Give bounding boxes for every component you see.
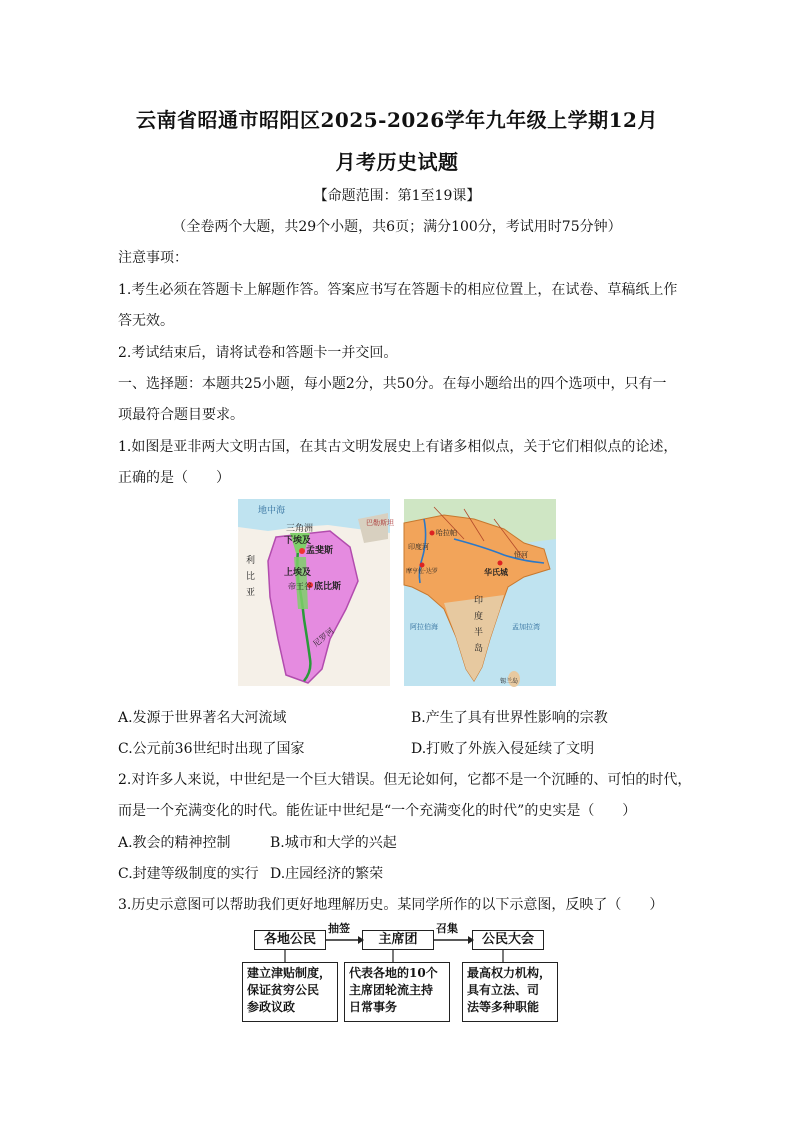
q2-option-d: D.庄园经济的繁荣 <box>270 866 384 882</box>
q2-stem-line2: 而是一个充满变化的时代。能佐证中世纪是“一个充满变化的时代”的史实是（ ） <box>118 803 637 819</box>
indus-label: 印度河 <box>408 543 429 551</box>
q3-stem-line1: 3.历史示意图可以帮助我们更好地理解历史。某同学所作的以下示意图，反映了（ ） <box>118 897 664 913</box>
memphis-label: 孟斐斯 <box>306 546 334 556</box>
q2-option-a: A.教会的精神控制 <box>118 835 231 851</box>
libya-label-2: 比 <box>246 572 256 582</box>
presidium-desc-line3: 日常事务 <box>349 1000 398 1014</box>
assembly-desc-line2: 具有立法、司 <box>467 983 540 997</box>
lanka-label: 锡兰岛 <box>500 678 519 685</box>
notice-1-line1: 1.考生必须在答题卡上解题作答。答案应书写在答题卡的相应位置上，在试卷、草稿纸上作 <box>118 282 678 298</box>
palestine-label: 巴勒斯坦 <box>366 519 394 527</box>
page-title-line1: 云南省昭通市昭阳区2025-2026学年九年级上学期12月 <box>136 108 658 132</box>
lower-egypt-label: 下埃及 <box>284 536 312 546</box>
citizens-box: 各地公民 <box>254 930 326 950</box>
scope-note: 【命题范围：第1至19课】 <box>313 188 481 204</box>
q3-diagram <box>240 922 558 1022</box>
section1-line1: 一、选择题：本题共25小题，每小题2分，共50分。在每小题给出的四个选项中，只有一 <box>118 376 667 392</box>
presidium-desc-box <box>344 962 450 1022</box>
libya-label-1: 利 <box>246 556 256 566</box>
q1-option-b: B.产生了具有世界性影响的宗教 <box>411 710 608 726</box>
section1-line2: 项最符合题目要求。 <box>118 407 244 423</box>
india-map <box>404 499 556 686</box>
india-label-1: 印 <box>474 596 484 606</box>
india-label-2: 度 <box>474 612 484 622</box>
citizens-desc-line1: 建立津贴制度， <box>247 966 332 980</box>
exam-info: （全卷两个大题，共29个小题，共6页；满分100分，考试用时75分钟） <box>172 219 622 235</box>
presidium-desc-line2: 主席团轮流主持 <box>349 983 434 997</box>
mohenjo-label: 摩亨佐·达罗 <box>406 568 438 575</box>
ganges-label: 恒河 <box>514 551 528 559</box>
q1-stem-line1: 1.如图是亚非两大文明古国，在其古文明发展史上有诸多相似点，关于它们相似点的论述， <box>118 439 678 455</box>
egypt-map-svg <box>238 499 394 686</box>
q2-option-c: C.封建等级制度的实行 <box>118 866 259 882</box>
notice-2: 2.考试结束后，请将试卷和答题卡一并交回。 <box>118 345 398 361</box>
q1-stem-line2: 正确的是（ ） <box>118 470 230 486</box>
citizens-desc-line3: 参政议政 <box>247 1000 296 1014</box>
arabian-sea-label: 阿拉伯海 <box>410 623 438 631</box>
upper-egypt-label: 上埃及 <box>284 568 312 578</box>
huashi-marker <box>498 561 503 566</box>
arrow-2-label: 召集 <box>436 922 458 935</box>
assembly-desc-line1: 最高权力机构， <box>467 966 552 980</box>
notice-1-line2: 答无效。 <box>118 313 174 329</box>
india-label-3: 半 <box>474 628 484 638</box>
presidium-box: 主席团 <box>362 930 434 950</box>
assembly-box: 公民大会 <box>472 930 544 950</box>
citizens-desc-line2: 保证贫穷公民 <box>247 983 320 997</box>
q1-option-d: D.打败了外族入侵延续了文明 <box>411 741 595 757</box>
nile-label: 尼罗河 <box>311 626 336 649</box>
q2-option-b: B.城市和大学的兴起 <box>270 835 397 851</box>
harappa-label: 哈拉帕 <box>436 529 457 537</box>
assembly-desc-line3: 法等多种职能 <box>467 1000 540 1014</box>
india-label-4: 岛 <box>474 644 484 654</box>
thebes-label: 底比斯 <box>314 582 342 592</box>
q1-option-c: C.公元前36世纪时出现了国家 <box>118 741 305 757</box>
libya-label-3: 亚 <box>246 588 256 598</box>
q1-option-a: A.发源于世界著名大河流域 <box>118 710 287 726</box>
egypt-sea-label: 地中海 <box>258 506 286 516</box>
arrow-1-label: 抽签 <box>328 922 350 935</box>
mohenjo-marker <box>420 563 425 568</box>
harappa-marker <box>430 531 435 536</box>
arrow-2-head <box>468 936 474 944</box>
q2-stem-line1: 2.对许多人来说，中世纪是一个巨大错误。但无论如何，它都不是一个沉睡的、可怕的时代， <box>118 772 692 788</box>
assembly-desc-box <box>462 962 558 1022</box>
valley-label: 帝王谷 <box>288 582 312 591</box>
memphis-marker <box>299 548 305 554</box>
notice-heading: 注意事项： <box>118 250 188 266</box>
bengal-bay-label: 孟加拉湾 <box>512 623 540 631</box>
egypt-map <box>238 499 394 686</box>
india-map-svg <box>404 499 556 686</box>
arrow-1-head <box>358 936 364 944</box>
egypt-delta-label: 三角洲 <box>286 524 314 534</box>
diagram-arrows <box>240 922 558 962</box>
citizens-desc-box <box>242 962 338 1022</box>
presidium-desc-line1: 代表各地的10个 <box>349 966 438 980</box>
page-title-line2: 月考历史试题 <box>335 150 459 174</box>
huashi-label: 华氏城 <box>484 567 508 577</box>
